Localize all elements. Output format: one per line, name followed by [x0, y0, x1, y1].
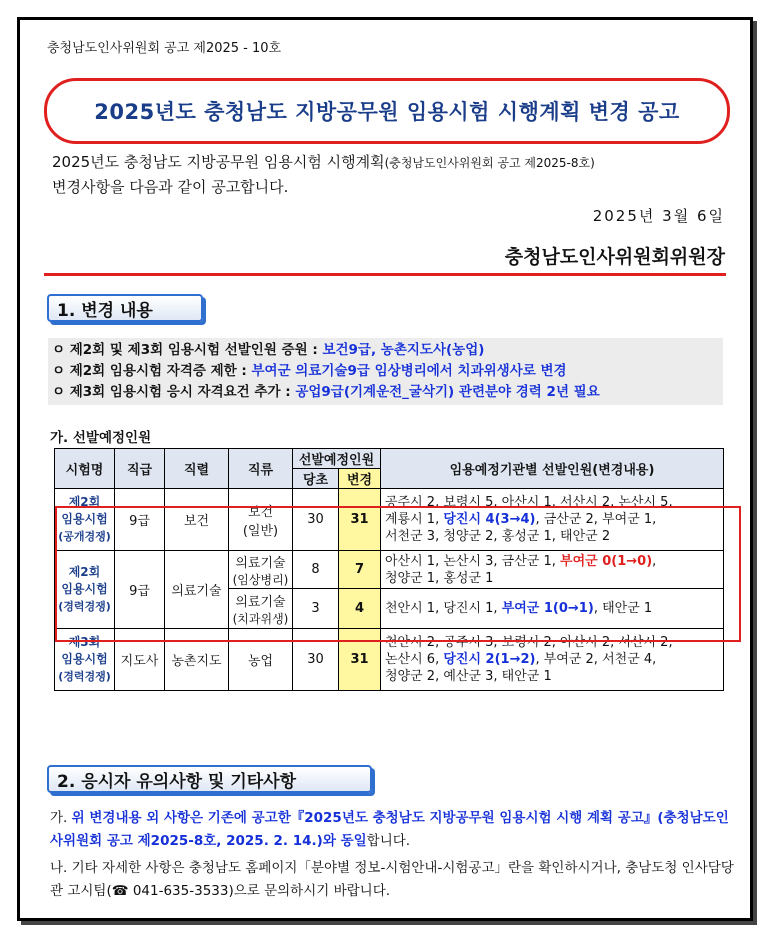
bullet-value: 부여군 의료기술9급 임상병리에서 치과위생사로 변경	[251, 363, 567, 379]
allocation-text: 아산시 1, 논산시 3, 금산군 1,	[385, 553, 561, 569]
table-row	[55, 551, 724, 589]
notice-date: 2025년 3월 6일	[592, 207, 725, 225]
category-line: 의료기술	[235, 594, 286, 610]
allocation-change: 부여군 1(0→1)	[501, 601, 594, 616]
allocation-cell	[381, 489, 724, 551]
bullet-label: ㅇ 제2회 및 제3회 임용시험 선발인원 증원 :	[52, 342, 323, 358]
allocation-text: , 부여군 2, 서천군 4,	[535, 652, 657, 667]
series-cell: 의료기술	[165, 551, 229, 629]
category-cell: 농업	[229, 629, 293, 691]
allocation-line: 청양군 2, 예산군 3, 태안군 1	[385, 669, 552, 684]
header-allocation: 임용예정기관별 선발인원(변경내용)	[381, 449, 724, 489]
recruitment-table	[54, 448, 724, 691]
intro-main: 2025년도 충청남도 지방공무원 임용시험 시행계획	[52, 153, 385, 171]
exam-line: 제2회	[68, 565, 101, 579]
allocation-line: 청양군 1, 홍성군 1	[385, 570, 494, 586]
exam-name	[55, 629, 115, 691]
table-row	[55, 629, 724, 691]
exam-line: (경력경쟁)	[58, 600, 111, 613]
changed-count: 7	[339, 551, 381, 589]
exam-line: 제2회	[68, 495, 101, 509]
allocation-text: , 태안군 1	[593, 601, 653, 616]
header-grade: 직급	[115, 449, 165, 489]
allocation-change: 당진시 2(1→2)	[443, 652, 536, 667]
signer: 충청남도인사위원회위원장	[504, 246, 725, 268]
series-cell: 보건	[165, 489, 229, 551]
original-count: 30	[293, 629, 339, 691]
header-series: 직렬	[165, 449, 229, 489]
exam-line: (공개경쟁)	[58, 530, 111, 543]
note-prefix: 가.	[50, 810, 72, 826]
header-exam: 시험명	[55, 449, 115, 489]
category-cell	[229, 589, 293, 629]
changed-count: 4	[339, 589, 381, 629]
page-title: 2025년도 충청남도 지방공무원 임용시험 시행계획 변경 공고	[94, 100, 680, 124]
title-frame	[44, 78, 730, 144]
allocation-line	[385, 651, 723, 668]
series-cell: 농촌지도	[165, 629, 229, 691]
bullet-label: ㅇ 제2회 임용시험 자격증 제한 :	[52, 363, 252, 379]
grade-cell: 9급	[115, 489, 165, 551]
allocation-line: 서천군 3, 청양군 2, 홍성군 1, 태안군 2	[385, 529, 611, 544]
note-emphasis: 위 변경내용 외 사항은 기존에 공고한『2025년도 충청남도 지방공무원 임용시험 시행 계획 공고』(충청남도인사위원회 공고 제2025-8호, 2025. 2. 14.)와 동일	[50, 810, 729, 849]
intro-line2: 변경사항을 다음과 같이 공고합니다.	[52, 178, 289, 196]
category-cell	[229, 489, 293, 551]
changed-count: 31	[339, 629, 381, 691]
section2-heading: 2. 응시자 유의사항 및 기타사항	[47, 765, 372, 793]
bullet-item	[52, 382, 719, 403]
category-line: 보건	[247, 504, 274, 520]
allocation-text: 논산시 6,	[385, 652, 444, 667]
category-line: (일반)	[242, 523, 279, 539]
exam-name	[55, 489, 115, 551]
exam-line: 임용시험	[61, 652, 108, 666]
original-count: 30	[293, 489, 339, 551]
allocation-line	[385, 553, 723, 570]
category-cell	[229, 551, 293, 589]
bullet-item	[52, 361, 719, 382]
change-summary	[48, 338, 723, 405]
original-count: 8	[293, 551, 339, 589]
note-tail: 합니다.	[366, 833, 411, 849]
note-2: 나. 기타 자세한 사항은 충청남도 홈페이지「분야별 정보-시험안내-시험공고」란을 확인하시거나, 충남도청 인사담당관 고시팀(☎ 041-635-3533)으로 문의하시기 바랍니다.	[50, 860, 734, 899]
table-row	[55, 489, 724, 551]
note-1	[50, 807, 740, 853]
table-subheading: 가. 선발예정인원	[50, 430, 152, 446]
allocation-text: 계룡시 1,	[385, 512, 444, 527]
allocation-change: 부여군 0(1→0)	[560, 553, 653, 569]
exam-name	[55, 551, 115, 629]
allocation-line: 공주시 2, 보령시 5, 아산시 1, 서산시 2, 논산시 5,	[385, 495, 673, 510]
intro-ref: (충청남도인사위원회 공고 제2025-8호)	[384, 156, 595, 170]
section1-heading: 1. 변경 내용	[47, 294, 203, 322]
header-planned: 선발예정인원	[293, 449, 381, 469]
allocation-line	[385, 511, 723, 528]
grade-cell: 지도사	[115, 629, 165, 691]
category-line: (임상병리)	[232, 572, 289, 587]
bullet-label: ㅇ 제3회 임용시험 응시 자격요건 추가 :	[52, 384, 296, 400]
bullet-value: 공업9급(기계운전_굴삭기) 관련분야 경력 2년 필요	[295, 384, 600, 400]
allocation-text: , 금산군 2, 부여군 1,	[535, 512, 657, 527]
grade-cell: 9급	[115, 551, 165, 629]
allocation-change: 당진시 4(3→4)	[443, 512, 536, 527]
bullet-value: 보건9급, 농촌지도사(농업)	[322, 342, 485, 358]
exam-line: 제3회	[68, 635, 101, 649]
bullet-item	[52, 340, 719, 361]
header-category: 직류	[229, 449, 293, 489]
exam-line: (경력경쟁)	[58, 670, 111, 683]
changed-count: 31	[339, 489, 381, 551]
exam-line: 임용시험	[61, 582, 108, 596]
allocation-text: ,	[652, 553, 657, 569]
allocation-line: 천안시 2, 공주시 3, 보령시 2, 아산시 2, 서산시 2,	[385, 635, 673, 650]
allocation-cell	[381, 589, 724, 629]
category-line: 의료기술	[235, 555, 286, 571]
allocation-cell	[381, 629, 724, 691]
allocation-cell	[381, 551, 724, 589]
divider	[44, 273, 726, 276]
category-line: (치과위생)	[232, 611, 289, 626]
intro-text	[52, 150, 732, 199]
header-changed: 변경	[339, 469, 381, 489]
header-original: 당초	[293, 469, 339, 489]
notice-page	[17, 17, 753, 921]
exam-line: 임용시험	[61, 512, 108, 526]
allocation-text: 천안시 1, 당진시 1,	[385, 601, 502, 616]
original-count: 3	[293, 589, 339, 629]
notice-number: 충청남도인사위원회 공고 제2025 - 10호	[47, 41, 282, 56]
